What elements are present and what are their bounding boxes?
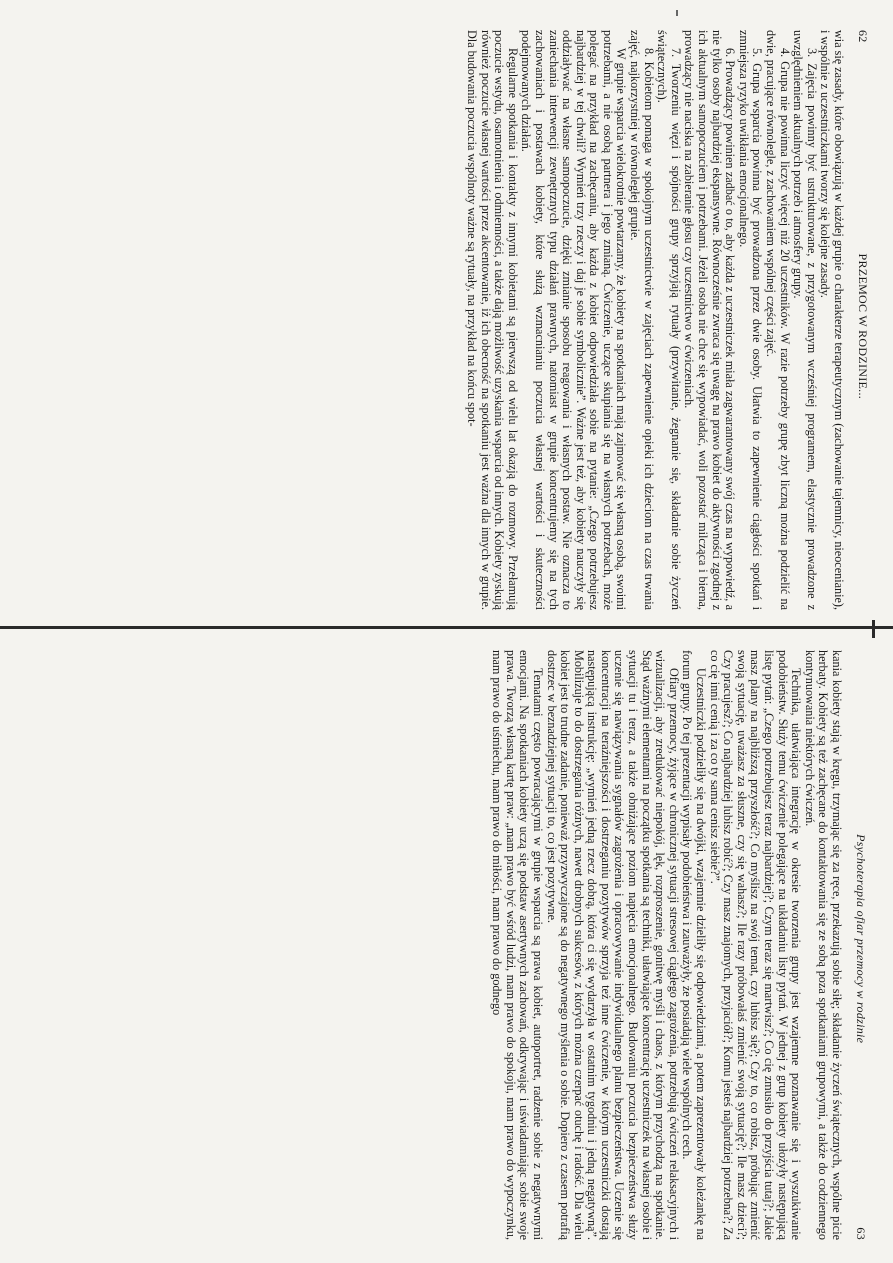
paragraph: Technika, ułatwiająca integrację w okresie tworzenia grupy jest wzajemne poznawanie się i wyszukiwanie podobieństw. Służy temu ćwiczenie polegające na układaniu listy pytań. W jednej z grup kobiety ułożyły następującą listę pytań: „Czego potrzebujesz teraz najbardziej?; Czym teraz się martwisz?; Co cię zmusiło do przyjścia tutaj?; Jakie masz plany na najbliższą przyszłość?; Co myślisz na swój temat, czy lubisz się?; Czy to, co robisz, próbując zmienić swoją sytuację, uważasz za słuszne, czy się wahasz?; Ile razy próbowałaś zmienić swoją sytuację?; Ile masz dzieci?; Czy pracujesz?; Co najbardziej lubisz robić?; Czy masz znajomych, przyjaciół?; Komu jesteś najbardziej potrzebna?; Za co cię inni cenią i za co ty sama cenisz siebie?”. (707, 650, 804, 1240)
right-running-head (853, 650, 868, 1240)
scan-speck (676, 10, 678, 16)
left-running-head (855, 30, 870, 610)
paragraph: 3. Zajęcia powinny być ustrukturowane, z przygotowanym wcześniej programem, elastycznie prowadzone z uwzględnieniem aktualnych potrzeb i atmosfery grupy. (791, 30, 819, 610)
paragraph: Uczestniczki podzieliły się na dwójki, wzajemnie dzieliły się odpowiedziami, a potem zaprezentowały koleżankę na forum grupy. Po tej prezentacji wypisały podobieństwa i zauważyły, że posiadają wiele wspólnych cech. (680, 650, 709, 1240)
right-running-title: Psychoterapia ofiar przemocy w rodzinie (854, 834, 868, 1044)
right-body-text (490, 650, 843, 1240)
left-page (30, 30, 870, 610)
right-page (28, 650, 868, 1240)
paragraph: Ofiary przemocy, żyjące w chronicznej sytuacji stresowej ciągłego zagrożenia, potrzebują ćwiczeń relaksacyjnych i wizualizacji, aby zredukować niepokój, lęk, rozproszenie, gonitwę myśli i chaos, z którym przychodzą na spotkanie. Stąd ważnymi elementami na początku spotkania są techniki, ułatwiające koncentrację uczestniczek na własnej osobie i sytuacji tu i teraz, a także obniżające poziom napięcia emocjonalnego. Budowaniu poczucia bezpieczeństwa służy uczenie się nawiązywania sygnałów zagrożenia i opracowywanie indywidualnego planu bezpieczeństwa. Uczenie się koncentracji na teraźniejszości i dostrzeganiu pozytywów sprzyja też inne ćwiczenie, w którym uczestniczki dostają następującą instrukcję: „wymień jedną rzecz dobrą, która ci się wydarzyła w ostatnim tygodniu i jedną negatywną”. Mobilizuje to do dostrzegania różnych, nawet drobnych sukcesów, z których można czerpać otuchę i radość. Dla wielu kobiet jest to trudne zadanie, ponieważ przyzwyczajone są do negatywnego myślenia o sobie. Dopiero z czasem potrafią dostrzec w beznadziejnej sytuacji to, co jest pozytywne. (544, 650, 681, 1240)
left-body-text (464, 30, 845, 610)
paragraph: 6. Prowadzący powinien zadbać o to, aby każda z uczestniczek miała zagwarantowany swój czas na wypowiedź, a nie tylko osoby najbardziej ekspansywne. Równocześnie zwraca się uwagę na prawo kobiet do aktywności zgodnej z ich aktualnym samopoczuciem i potrzebami. Jeżeli osoba nie chce się wypowiadać, woli pozostać milcząca i bierna, prowadzący nie naciska na zabieranie głosu czy uczestnictwo w ćwiczeniach. (682, 30, 738, 610)
book-spine-divider (0, 626, 893, 629)
left-running-title: PRZEMOC W RODZINIE... (856, 253, 870, 400)
paragraph: W grupie wsparcia wielokrotnie powtarzamy, że kobiety na spotkaniach mają zajmować się własną osobą, swoimi potrzebami, a nie osobą partnera i jego zmianą. Ćwiczenie, uczące skupiania się na własnych potrzebach, może polegać na przykład na zachęcaniu, aby każda z kobiet odpowiedziała sobie na pytanie: „Czego potrzebujesz najbardziej w tej chwili? Wymień trzy rzeczy i daj je sobie symbolicznie”. Ważne jest też, aby kobiety nauczyły się oddziaływać na własne samopoczucie, dzięki zmianie sposobu reagowania i własnych postaw. Nie oznacza to zaniechania interwencji zewnętrznych typu działań prawnych, natomiast w grupie koncentrujemy się na tych zachowaniach i postawach kobiety, które służą wzmacnianiu poczucia własnej wartości i skuteczności podejmowanych działań. (519, 30, 629, 610)
paragraph: 5. Grupa wsparcia powinna być prowadzona przez dwie osoby. Ułatwia to zapewnienie ciągłości spotkań i zmniejsza ryzyko uwikłania emocjonalnego. (736, 30, 765, 610)
paragraph: wia się zasady, które obowiązują w każdej grupie o charakterze terapeutycznym (zachowanie tajemnicy, nieocenianie), i wspólnie z uczestniczkami tworzy się kolejne zasady. (818, 30, 846, 610)
spine-mark (872, 620, 875, 638)
right-page-number: 63 (854, 1227, 868, 1240)
paragraph: Tematami często powracającymi w grupie wsparcia są prawa kobiet, autoportret, radzenie sobie z negatywnymi emocjami. Na spotkaniach kobiety uczą się podstaw asertywnych zachowań, odkrywając i uświadamiając sobie swoje prawa. Tworzą własną kartę praw: „mam prawo być wśród ludzi, mam prawo do spokoju, mam prawo do wypoczynku, mam prawo do uśmiechu, mam prawo do miłości, mam prawo do godnego (490, 650, 545, 1240)
paragraph: Regularne spotkania i kontakty z innymi kobietami są pierwszą od wielu lat okazją do rozmowy. Przełamują poczucie wstydu, osamotnienia i odmienności, a także dają możliwość uzyskania wsparcia od innych. Kobiety zyskują również poczucie własnej wartości przez akcentowanie, iż ich obecność na spotkaniu jest ważna dla innych w grupie. Dla budowania poczucia wspólnoty ważne są rytuały, na przykład na końcu spot- (464, 30, 520, 610)
left-page-number: 62 (856, 30, 870, 43)
paragraph: 8. Kobietom pomaga w spokojnym uczestnictwie w zajęciach zapewnienie opieki ich dzieciom na czas trwania zajęć, najkorzystniej w równoległej grupie. (628, 30, 656, 610)
paragraph: kania kobiety stają w kręgu, trzymając się za ręce, przekazują sobie siłę; składanie życzeń świątecznych, wspólne picie herbaty. Kobiety są też zachęcane do kontaktowania się ze sobą poza spotkaniami grupowymi, a także do codziennego kontynuowania niektórych ćwiczeń. (802, 650, 844, 1240)
paragraph: 7. Tworzeniu więzi i spójności grupy sprzyjają rytuały (przywitanie, żegnanie się, składanie sobie życzeń świątecznych). (655, 30, 683, 610)
paragraph: 4. Grupa nie powinna liczyć więcej niż 20 uczestników. W razie potrzeby grupę zbyt liczną można podzielić na dwie, pracujące równolegle, z zachowaniem wspólnej części zajęć. (764, 30, 792, 610)
